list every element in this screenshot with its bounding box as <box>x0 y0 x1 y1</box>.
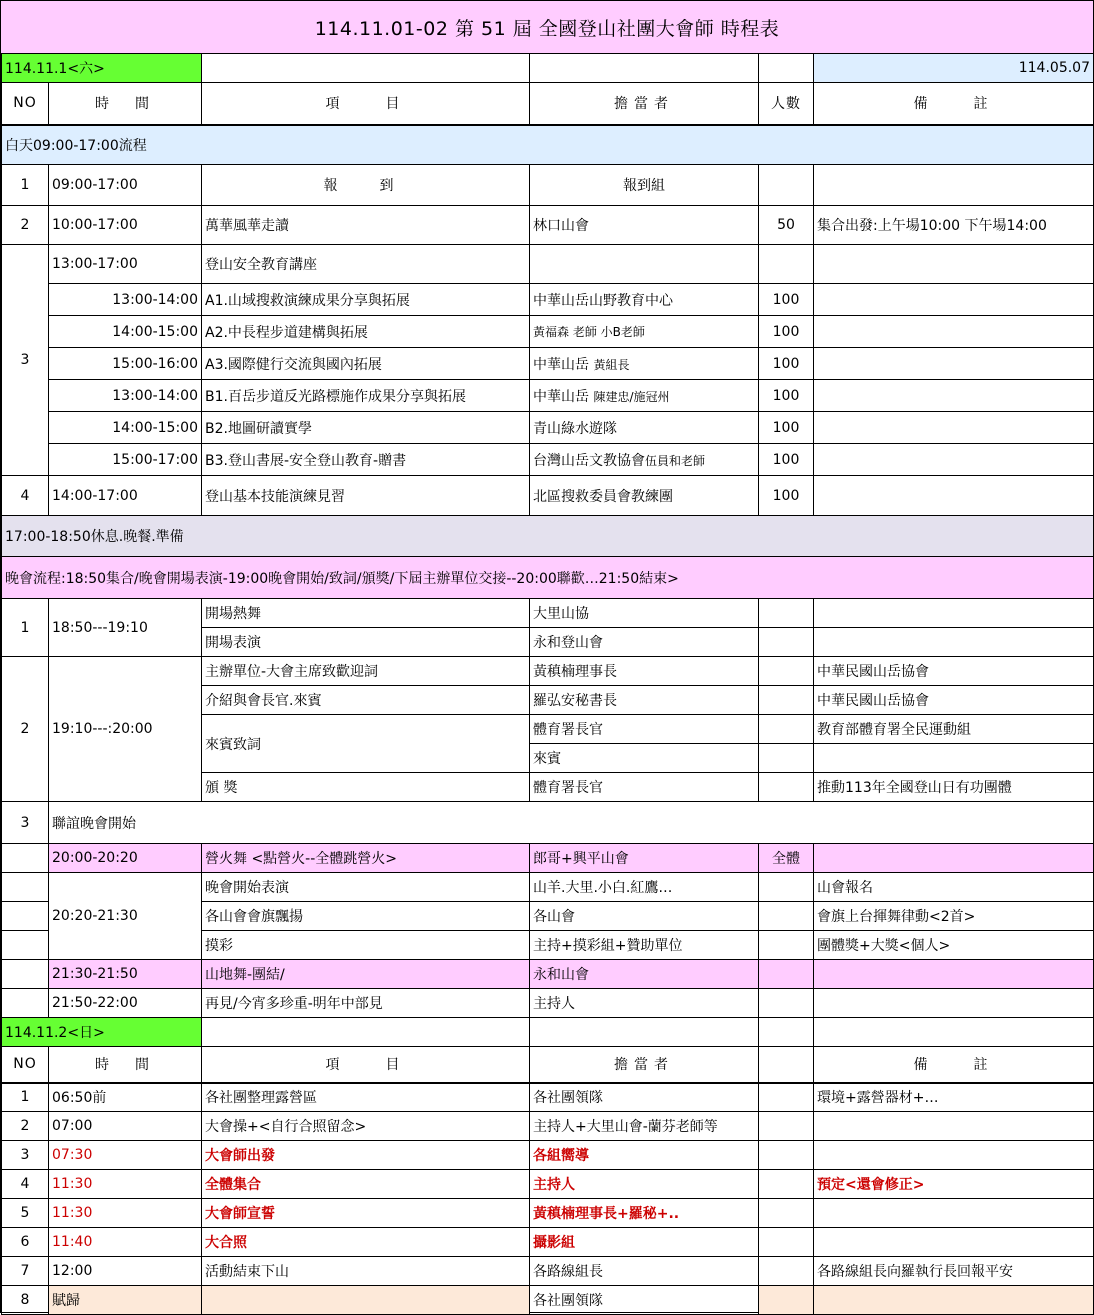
header-time: 時 間 <box>49 83 202 125</box>
lecture-header-row: 3 13:00-17:00 登山安全教育講座 <box>2 245 1094 284</box>
lecture-row: 14:00-15:00 B2.地圖研讀實學 青山綠水遊隊 100 <box>2 412 1094 444</box>
day1-date: 114.11.1<六> <box>2 54 202 83</box>
table-row: 來賓 <box>2 744 1094 773</box>
day1-table <box>1 53 1094 1315</box>
table-row: 3 聯誼晚會開始 <box>2 802 1094 844</box>
lecture-row: 13:00-14:00 B1.百岳步道反光路標施作成果分享與拓展 中華山岳 陳建忠/施冠州 100 <box>2 380 1094 412</box>
table-row: 4 14:00-17:00 登山基本技能演練見習 北區搜救委員會教練團 100 <box>2 476 1094 516</box>
section-rest: 17:00-18:50休息.晚餐.準備 <box>2 516 1094 557</box>
table-row: 4 11:30 全體集合 主持人 預定<還會修正> <box>2 1170 1094 1199</box>
table-row: 5 11:30 大會師宣誓 黃稹楠理事長+羅秘+.. <box>2 1199 1094 1228</box>
table-row: 8 賦歸 各社團領隊 <box>2 1286 1094 1315</box>
table-row: 20:20-21:30 晚會開始表演 山羊.大里.小白.紅鷹… 山會報名 <box>2 873 1094 902</box>
version-date: 114.05.07 <box>814 54 1094 83</box>
section-day: 白天09:00-17:00流程 <box>2 125 1094 165</box>
day2-header-row: NO 時 間 項 目 擔當者 備 註 <box>2 1047 1094 1083</box>
day2-date: 114.11.2<日> <box>2 1018 202 1047</box>
header-owner: 擔當者 <box>530 83 759 125</box>
day2-date-row <box>2 1018 1094 1047</box>
header-row <box>2 83 1094 125</box>
table-row: 1 09:00-17:00 報 到 報到組 <box>2 165 1094 206</box>
table-row: 21:30-21:50 山地舞-團結/ 永和山會 <box>2 960 1094 989</box>
table-row: 介紹與會長官.來賓 羅弘安秘書長 中華民國山岳協會 <box>2 686 1094 715</box>
header-note: 備 註 <box>814 83 1094 125</box>
table-row: 2 07:00 大會操+<自行合照留念> 主持人+大里山會-蘭芬老師等 <box>2 1112 1094 1141</box>
lecture-row: 13:00-14:00 A1.山域搜救演練成果分享與拓展 中華山岳山野教育中心 100 <box>2 284 1094 316</box>
table-row: 7 12:00 活動結束下山 各路線組長 各路線組長向羅執行長回報平安 <box>2 1257 1094 1286</box>
section-evening: 晚會流程:18:50集合/晚會開場表演-19:00晚會開始/致詞/頒獎/下屆主辦單位交接--20:00聯歡…21:50結束> <box>2 557 1094 599</box>
page-title: 114.11.01-02 第 51 屆 全國登山社團大會師 時程表 <box>1 1 1093 54</box>
lecture-row: 15:00-17:00 B3.登山書展-安全登山教育-贈書 台灣山岳文教協會伍員和老師 100 <box>2 444 1094 476</box>
table-row: 各山會會旗飄揚 各山會 會旗上台揮舞律動<2首> <box>2 902 1094 931</box>
day1-date-row <box>2 54 1094 83</box>
table-row: 1 06:50前 各社團整理露營區 各社團領隊 環境+露營器材+… <box>2 1083 1094 1112</box>
table-row: 3 07:30 大會師出發 各組嚮導 <box>2 1141 1094 1170</box>
table-row: 6 11:40 大合照 攝影組 <box>2 1228 1094 1257</box>
table-row: 頒 獎 體育署長官 推動113年全國登山日有功團體 <box>2 773 1094 802</box>
header-no: NO <box>2 83 49 125</box>
table-row: 2 10:00-17:00 萬華風華走讀 林口山會 50 集合出發:上午場10:00 下午場14:00 <box>2 206 1094 245</box>
lecture-row: 15:00-16:00 A3.國際健行交流與國內拓展 中華山岳 黃組長 100 <box>2 348 1094 380</box>
table-row: 2 19:10---:20:00 主辦單位-大會主席致歡迎詞 黃稹楠理事長 中華民國山岳協會 <box>2 657 1094 686</box>
header-count: 人數 <box>759 83 814 125</box>
table-row: 開場表演 永和登山會 <box>2 628 1094 657</box>
table-row: 1 18:50---19:10 開場熱舞 大里山協 <box>2 599 1094 628</box>
header-item: 項 目 <box>202 83 530 125</box>
table-row: 摸彩 主持+摸彩組+贊助單位 團體獎+大獎<個人> <box>2 931 1094 960</box>
lecture-row: 14:00-15:00 A2.中長程步道建構與拓展 黃福森 老師 小B老師 100 <box>2 316 1094 348</box>
table-row: 20:00-20:20 營火舞 <點營火--全體跳營火> 郎哥+興平山會 全體 <box>2 844 1094 873</box>
table-row: 來賓致詞 體育署長官 教育部體育署全民運動組 <box>2 715 1094 744</box>
table-row: 21:50-22:00 再見/今宵多珍重-明年中部見 主持人 <box>2 989 1094 1018</box>
